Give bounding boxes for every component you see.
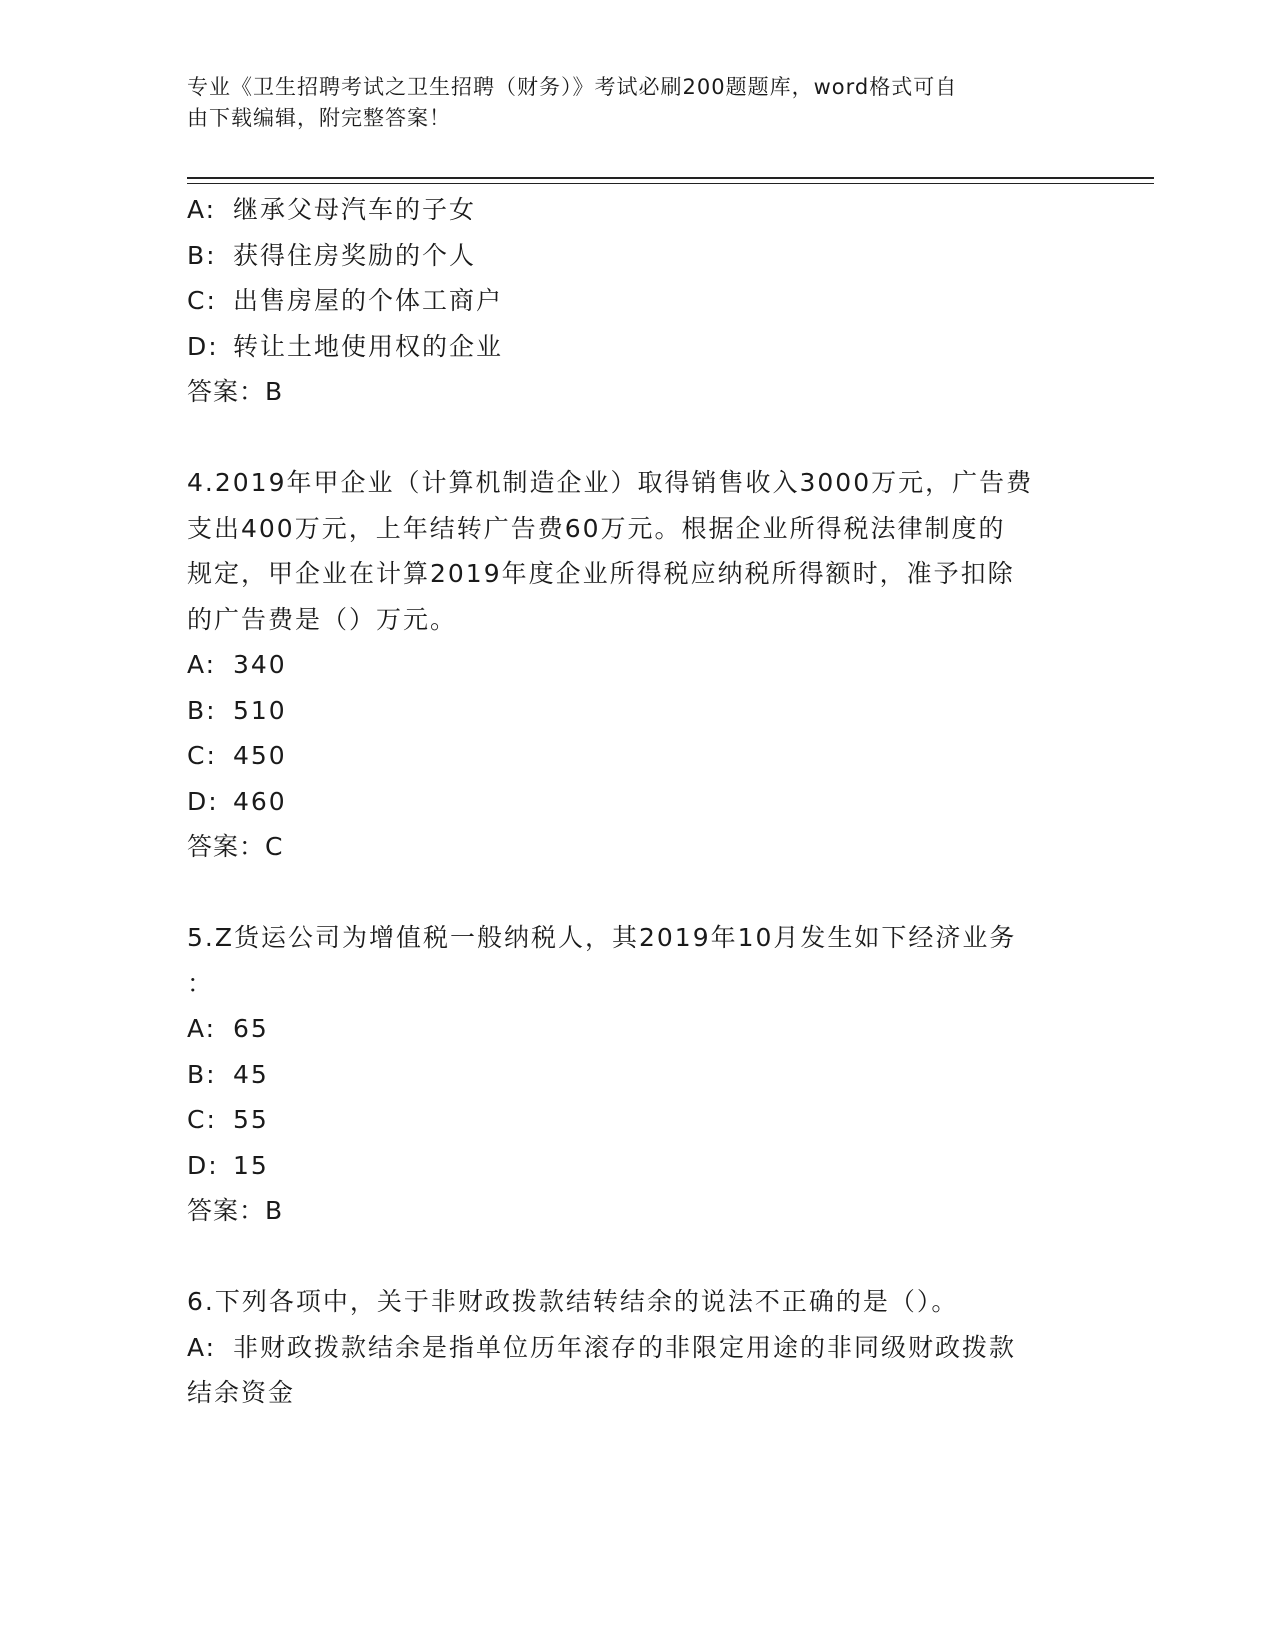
option-label: D: <box>187 331 219 361</box>
option-text-continued: 结余资金 <box>187 1378 296 1407</box>
answer: 答案：C <box>187 832 284 861</box>
question-list <box>187 187 1087 1416</box>
option-label: D: <box>187 1150 219 1180</box>
question-text-line: 4.2019年甲企业（计算机制造企业）取得销售收入3000万元，广告费 <box>187 468 1034 497</box>
option-text: 460 <box>233 786 287 816</box>
option-a <box>187 1006 1087 1052</box>
option-text: 510 <box>233 695 287 725</box>
option-a <box>187 187 1087 233</box>
option-label: A: <box>187 195 217 224</box>
option-text: 非财政拨款结余是指单位历年滚存的非限定用途的非同级财政拨款 <box>233 1332 1017 1362</box>
option-label: C: <box>187 286 217 315</box>
option-label: A: <box>187 1332 217 1362</box>
option-label: C: <box>187 741 217 770</box>
option-b <box>187 1052 1087 1098</box>
question-text-line: 5.Z货运公司为增值税一般纳税人，其2019年10月发生如下经济业务 <box>187 923 1017 952</box>
answer: 答案：B <box>187 377 284 406</box>
header-line-1: 专业《卫生招聘考试之卫生招聘（财务）》考试必刷200题题库，word格式可自 <box>187 75 958 99</box>
option-a <box>187 1325 1087 1371</box>
question-4 <box>187 460 1087 870</box>
option-label: D: <box>187 786 219 816</box>
header-rule-thin <box>187 183 1154 184</box>
option-text: 获得住房奖励的个人 <box>233 240 477 270</box>
option-d <box>187 779 1087 825</box>
header-line-2: 由下载编辑，附完整答案！ <box>187 106 451 130</box>
question-3 <box>187 187 1087 415</box>
question-text-line: 支出400万元，上年结转广告费60万元。根据企业所得税法律制度的 <box>187 513 1006 543</box>
option-text: 65 <box>233 1014 269 1043</box>
option-label: A: <box>187 650 217 679</box>
option-text: 340 <box>233 650 287 679</box>
document-header <box>187 72 1067 134</box>
option-label: B: <box>187 240 217 270</box>
question-text-line: 规定，甲企业在计算2019年度企业所得税应纳税所得额时，准予扣除 <box>187 559 1015 588</box>
question-6 <box>187 1279 1087 1416</box>
option-b <box>187 233 1087 279</box>
option-text: 出售房屋的个体工商户 <box>233 286 504 315</box>
option-c <box>187 1097 1087 1143</box>
option-text: 继承父母汽车的子女 <box>233 195 477 224</box>
option-text: 15 <box>233 1150 269 1180</box>
option-c <box>187 733 1087 779</box>
spacer <box>187 415 1087 461</box>
option-label: C: <box>187 1105 217 1134</box>
option-a <box>187 642 1087 688</box>
option-text: 55 <box>233 1105 269 1134</box>
question-text-line: 6.下列各项中，关于非财政拨款结转结余的说法不正确的是（）。 <box>187 1287 959 1316</box>
question-text-line: ： <box>187 968 215 998</box>
option-label: A: <box>187 1014 217 1043</box>
option-text: 450 <box>233 741 287 770</box>
answer: 答案：B <box>187 1196 284 1225</box>
option-d <box>187 1143 1087 1189</box>
option-label: B: <box>187 1059 217 1089</box>
option-b <box>187 688 1087 734</box>
option-c <box>187 278 1087 324</box>
question-5 <box>187 915 1087 1234</box>
option-text: 转让土地使用权的企业 <box>233 331 504 361</box>
option-text: 45 <box>233 1059 269 1089</box>
header-rule-thick <box>187 177 1154 179</box>
spacer <box>187 1234 1087 1280</box>
option-label: B: <box>187 695 217 725</box>
option-d <box>187 324 1087 370</box>
question-text-line: 的广告费是（）万元。 <box>187 604 458 634</box>
spacer <box>187 870 1087 916</box>
